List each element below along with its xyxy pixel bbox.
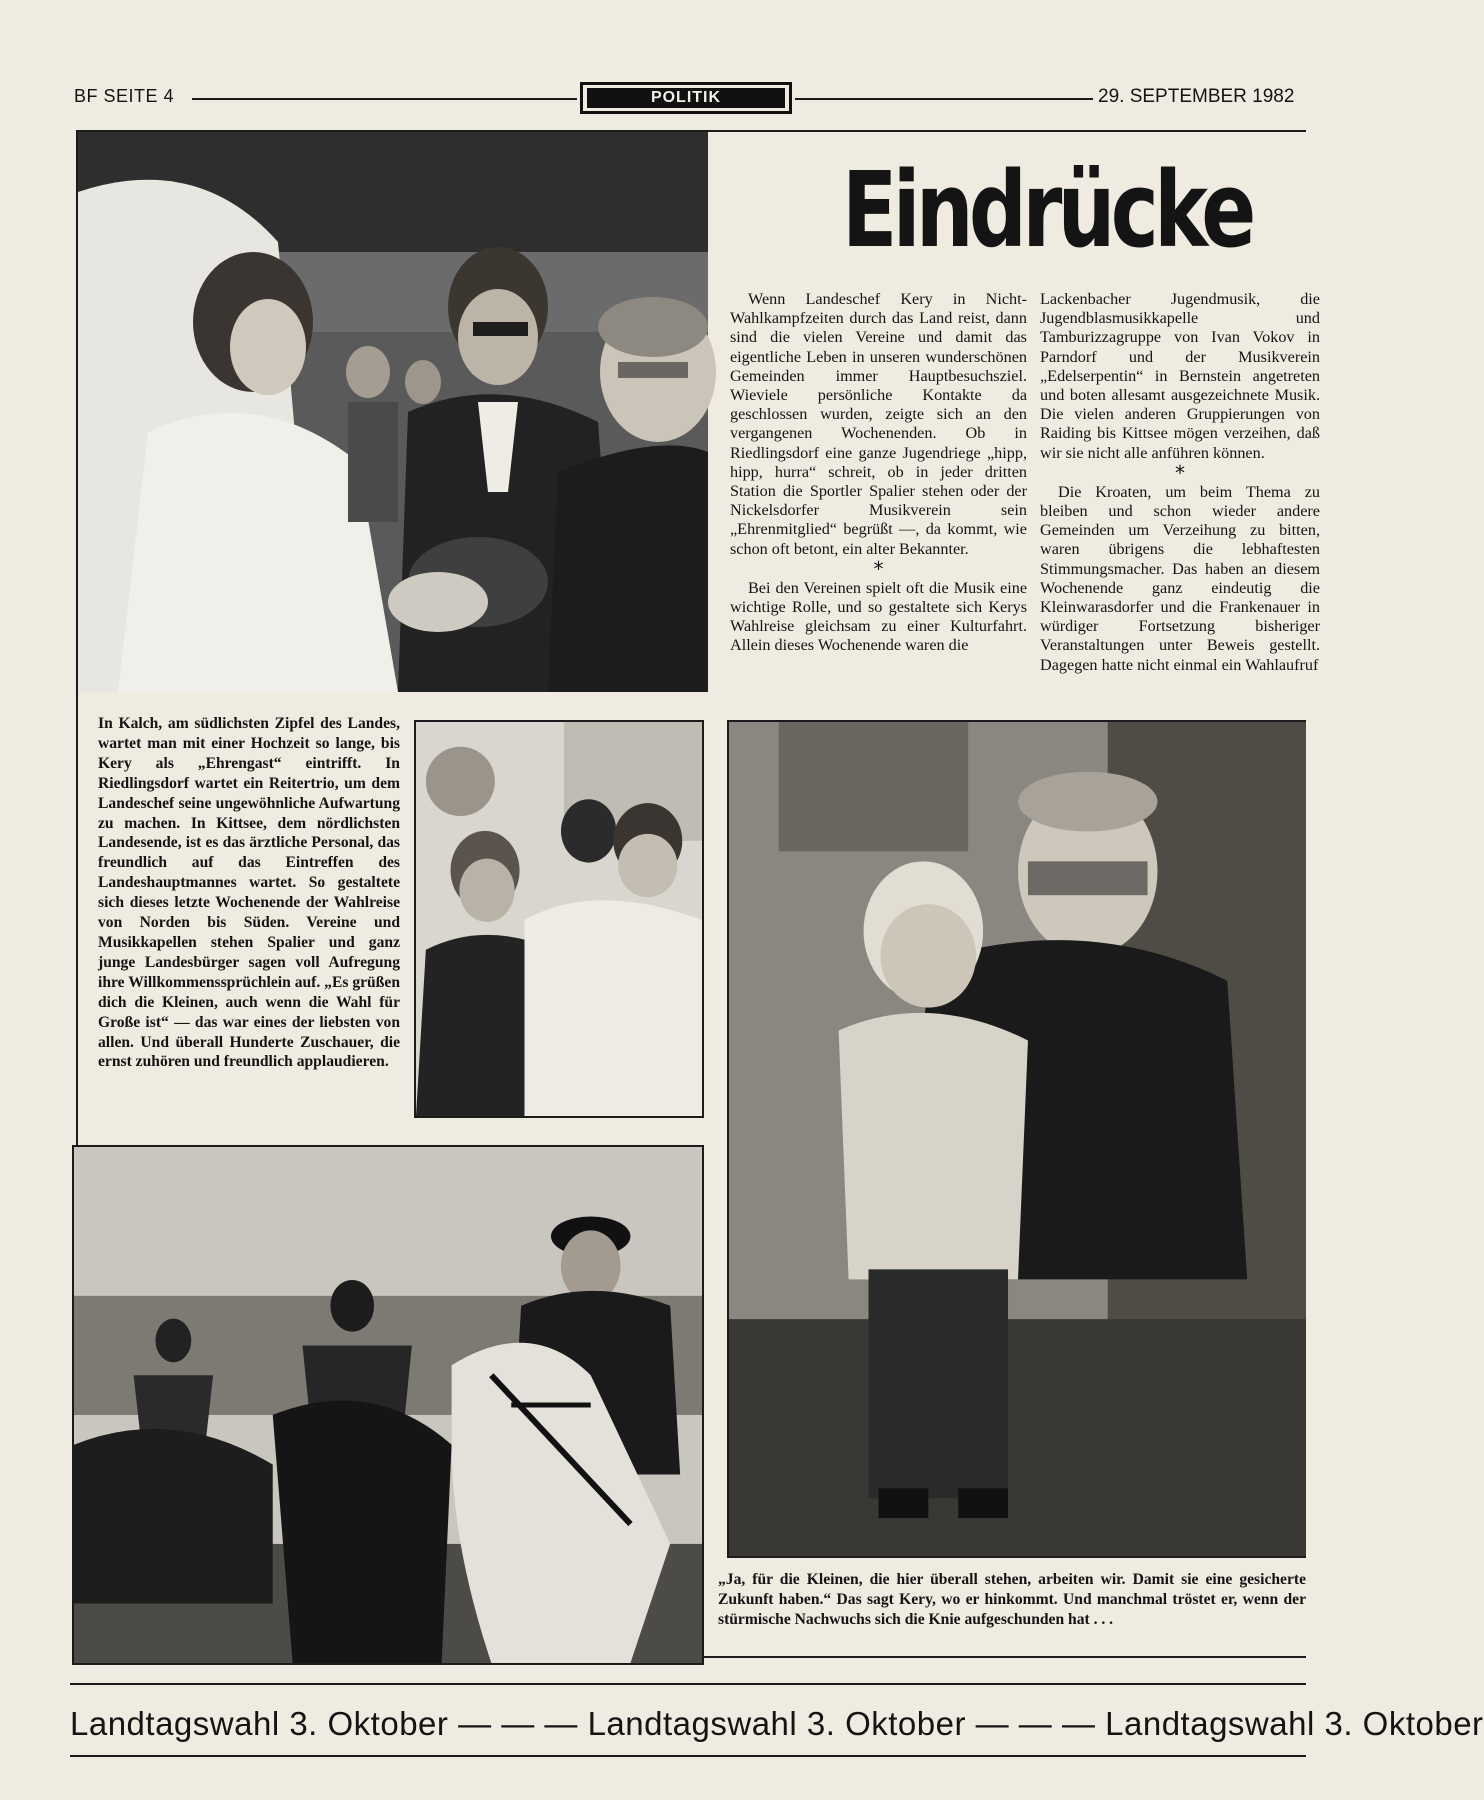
kery-child-photo-image (729, 722, 1306, 1556)
article-paragraph: Wenn Landeschef Kery in Nicht-Wahlkampfzeiten durch das Land reist, dann sind die vielen Vereine und damit das eigentliche Leben in unseren wunderschönen Gemeinden immer Hauptbesuchsziel. Wieviele persönliche Kontakte da geschlossen wurden, zeigte sich an den vergangenen Wochenenden. Ob in Riedlingsdorf eine ganze Jugendriege „hipp, hipp, hurra“ schreit, ob in jeder dritten Station die Sportler Spalier stehen oder der Nickelsdorfer Musikverein sein „Ehrenmitglied“ begrüßt —, da kommt, wie schon oft betont, ein alter Bekannter. (730, 290, 1027, 558)
page-number-label: BF SEITE 4 (74, 86, 175, 106)
article-column-2 (1040, 290, 1320, 722)
nurses-photo-image (416, 722, 702, 1116)
issue-date: 29. SEPTEMBER 1982 (1098, 86, 1295, 107)
nurses-photo (414, 720, 704, 1118)
article-paragraph: Lackenbacher Jugendmusik, die Jugendblasmusikkapelle und Tamburizzagruppe von Ivan Vokov in Parndorf und der Musikverein „Edelserpentin“ in Bernstein angetreten und boten allesamt ausgezeichnete Musik. Die vielen anderen Gruppierungen von Raiding bis Kittsee mögen verzeihen, daß wir sie nicht alle anführen können. (1040, 290, 1320, 462)
article-paragraph: Die Kroaten, um beim Thema zu bleiben und schon wieder andere Gemeinden um Verzeihung zu bitten, waren übrigens die lebhaftesten Stimmungsmacher. Das haben an diesem Wochenende ganz eindeutig die Kleinwarasdorfer und die Frankenauer in würdiger Fortsetzung bisheriger Veranstaltungen unter Beweis gestellt. Dagegen hatte nicht einmal ein Wahlaufruf (1040, 482, 1320, 674)
wedding-photo (78, 132, 708, 692)
kery-child-photo (727, 720, 1306, 1558)
section-label: POLITIK (587, 88, 785, 108)
election-banner: Landtagswahl 3. Oktober — — — Landtagswahl 3. Oktober — — — Landtagswahl 3. Oktober (70, 1705, 1484, 1742)
wedding-photo-image (78, 132, 708, 692)
riders-photo (72, 1145, 704, 1665)
paragraph-separator: * (1175, 460, 1185, 485)
article-headline: Eindrücke (842, 149, 1252, 271)
riders-photo-image (74, 1147, 702, 1663)
footer-rule-bottom (70, 1755, 1306, 1757)
header-rule-right (795, 98, 1093, 100)
article-paragraph: Bei den Vereinen spielt oft die Musik eine wichtige Rolle, und so gestaltete sich Kerys Wahlreise gleichsam zu einer Kulturfahrt. Allein dieses Wochenende waren die (730, 578, 1027, 655)
header-rule-left (192, 98, 577, 100)
photo-caption-right: „Ja, für die Kleinen, die hier überall stehen, arbeiten wir. Damit sie eine gesicherte Zukunft haben.“ Das sagt Kery, wo er hinkommt. Und manchmal tröstet er, wenn der stürmische Nachwuchs sich die Knie aufgeschunden hat . . . (718, 1571, 1306, 1628)
article-column-1 (730, 290, 1027, 722)
footer-rule-top (70, 1683, 1306, 1685)
section-banner (580, 82, 792, 114)
paragraph-separator: * (873, 556, 884, 581)
photo-caption-left: In Kalch, am südlichsten Zipfel des Landes, wartet man mit einer Hochzeit so lange, bis Kery als „Ehrengast“ eintrifft. In Riedlingsdorf wartet ein Reitertrio, um dem Landeschef seine ungewöhnliche Aufwartung zu machen. In Kittsee, dem nördlichsten Landesende, ist es das ärztliche Personal, das freundlich auf das Eintreffen des Landeshauptmannes wartet. So gestaltete sich dieses letzte Wochenende der Wahlreise von Norden bis Süden. Vereine und Musikkapellen stehen Spalier und ganz junge Landesbürger sagen voll Aufregung ihre Willkommenssprüchlein auf. „Es grüßen dich die Kleinen, auch wenn die Wahl für Große ist“ — das war eines der liebsten von allen. Und überall Hunderte Zuschauer, die ernst zuhören und freundlich applaudieren. (98, 715, 400, 1071)
